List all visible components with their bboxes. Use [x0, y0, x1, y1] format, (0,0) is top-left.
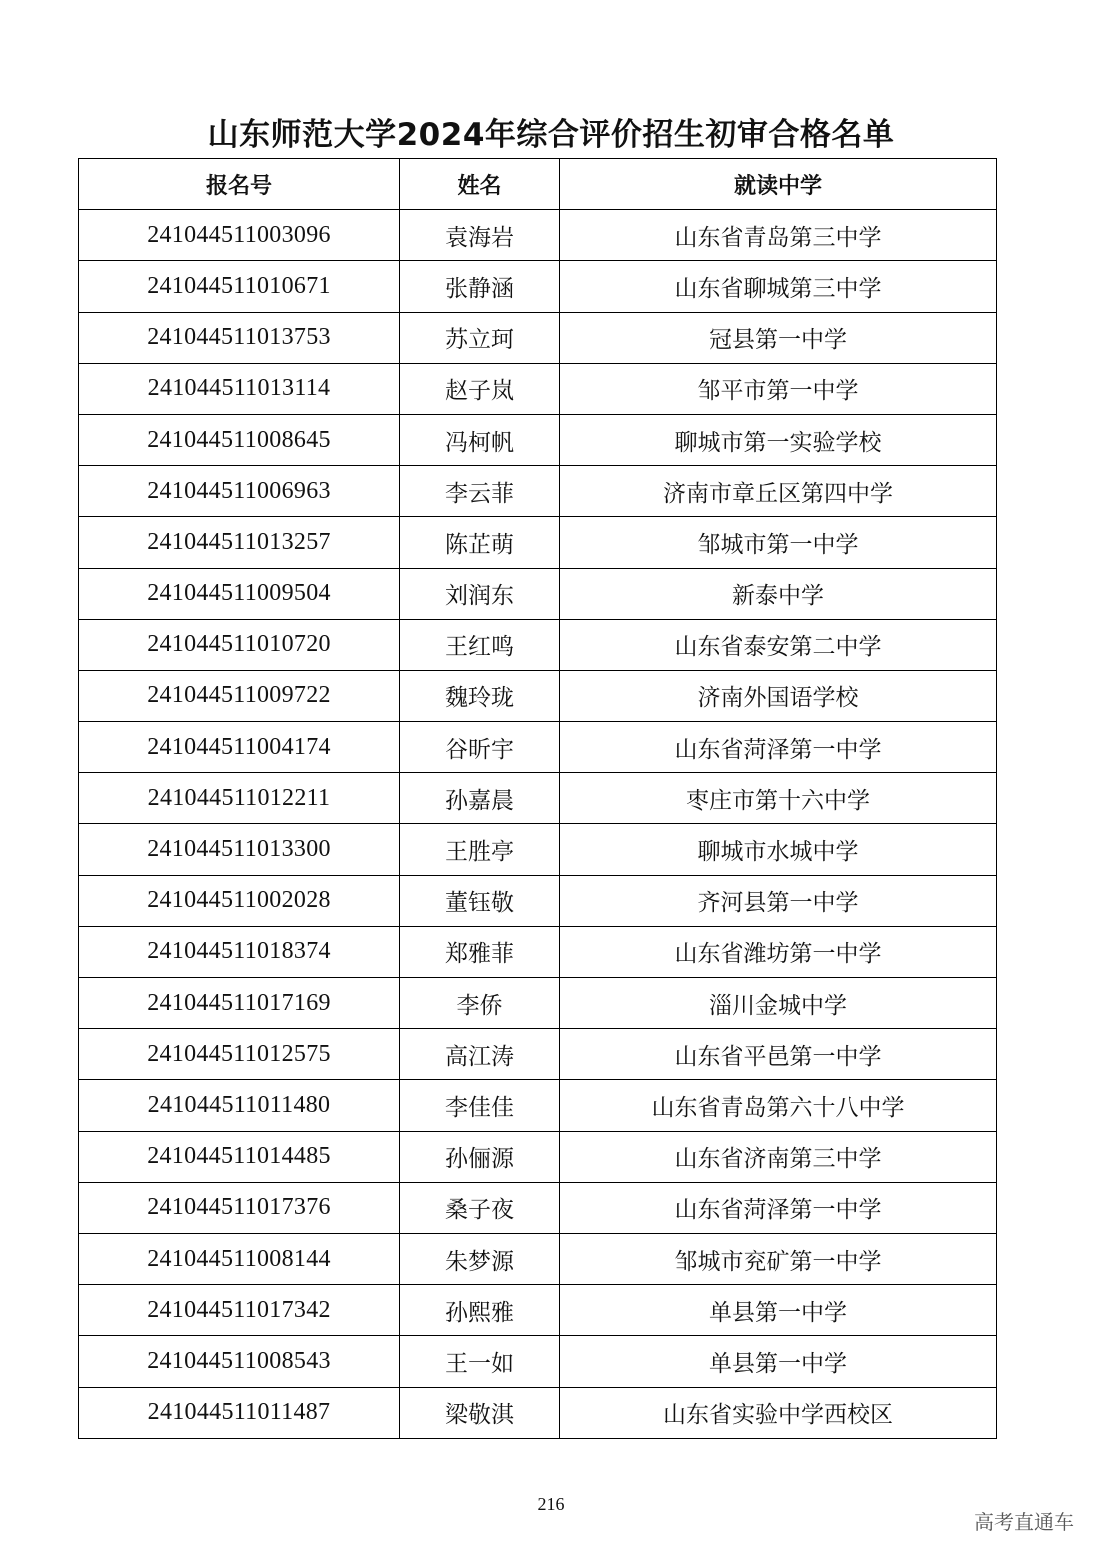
school-cell: 济南外国语学校	[560, 670, 997, 721]
school-cell: 枣庄市第十六中学	[560, 773, 997, 824]
table-row	[79, 517, 997, 568]
student-name-cell: 高江涛	[400, 1029, 560, 1080]
admission-list-table	[78, 158, 997, 1439]
table-row	[79, 926, 997, 977]
school-cell: 山东省青岛第三中学	[560, 210, 997, 261]
student-name-cell: 张静涵	[400, 261, 560, 312]
student-name-cell: 李佳佳	[400, 1080, 560, 1131]
table-row	[79, 875, 997, 926]
school-cell: 山东省聊城第三中学	[560, 261, 997, 312]
registration-number-cell: 241044511012575	[79, 1029, 400, 1080]
table-header-row	[79, 159, 997, 210]
student-name-cell: 苏立珂	[400, 312, 560, 363]
watermark: 高考直通车	[974, 1510, 1074, 1534]
registration-number-cell: 241044511008645	[79, 414, 400, 465]
student-name-cell: 李侨	[400, 978, 560, 1029]
student-name-cell: 孙俪源	[400, 1131, 560, 1182]
table-row	[79, 1285, 997, 1336]
registration-number-cell: 241044511017342	[79, 1285, 400, 1336]
registration-number-cell: 241044511018374	[79, 926, 400, 977]
school-cell: 单县第一中学	[560, 1336, 997, 1387]
table-row	[79, 1233, 997, 1284]
student-name-cell: 董钰敬	[400, 875, 560, 926]
registration-number-cell: 241044511011480	[79, 1080, 400, 1131]
table-row	[79, 210, 997, 261]
table-row	[79, 1387, 997, 1438]
table-row	[79, 619, 997, 670]
school-cell: 淄川金城中学	[560, 978, 997, 1029]
document-title: 山东师范大学2024年综合评价招生初审合格名单	[207, 117, 895, 153]
registration-number-cell: 241044511008543	[79, 1336, 400, 1387]
table-row	[79, 466, 997, 517]
registration-number-cell: 241044511012211	[79, 773, 400, 824]
student-name-cell: 孙熙雅	[400, 1285, 560, 1336]
school-cell: 山东省菏泽第一中学	[560, 1182, 997, 1233]
school-cell: 齐河县第一中学	[560, 875, 997, 926]
school-cell: 山东省泰安第二中学	[560, 619, 997, 670]
table-row	[79, 414, 997, 465]
page-number: 216	[537, 1494, 565, 1514]
school-cell: 山东省平邑第一中学	[560, 1029, 997, 1080]
registration-number-cell: 241044511004174	[79, 722, 400, 773]
registration-number-cell: 241044511013114	[79, 363, 400, 414]
school-cell: 新泰中学	[560, 568, 997, 619]
registration-number-cell: 241044511009722	[79, 670, 400, 721]
header-school: 就读中学	[560, 159, 997, 210]
table-row	[79, 1336, 997, 1387]
student-name-cell: 魏玲珑	[400, 670, 560, 721]
student-name-cell: 陈芷萌	[400, 517, 560, 568]
school-cell: 邹平市第一中学	[560, 363, 997, 414]
registration-number-cell: 241044511010720	[79, 619, 400, 670]
registration-number-cell: 241044511013257	[79, 517, 400, 568]
school-cell: 山东省潍坊第一中学	[560, 926, 997, 977]
registration-number-cell: 241044511017376	[79, 1182, 400, 1233]
student-name-cell: 孙嘉晨	[400, 773, 560, 824]
registration-number-cell: 241044511002028	[79, 875, 400, 926]
table-row	[79, 670, 997, 721]
registration-number-cell: 241044511009504	[79, 568, 400, 619]
student-name-cell: 王一如	[400, 1336, 560, 1387]
school-cell: 聊城市第一实验学校	[560, 414, 997, 465]
registration-number-cell: 241044511008144	[79, 1233, 400, 1284]
table-row	[79, 261, 997, 312]
school-cell: 邹城市第一中学	[560, 517, 997, 568]
student-name-cell: 袁海岩	[400, 210, 560, 261]
registration-number-cell: 241044511006963	[79, 466, 400, 517]
student-name-cell: 王红鸣	[400, 619, 560, 670]
student-name-cell: 王胜亭	[400, 824, 560, 875]
registration-number-cell: 241044511003096	[79, 210, 400, 261]
registration-number-cell: 241044511011487	[79, 1387, 400, 1438]
registration-number-cell: 241044511013300	[79, 824, 400, 875]
student-name-cell: 赵子岚	[400, 363, 560, 414]
student-name-cell: 冯柯帆	[400, 414, 560, 465]
header-registration-number: 报名号	[79, 159, 400, 210]
school-cell: 山东省济南第三中学	[560, 1131, 997, 1182]
table-row	[79, 978, 997, 1029]
school-cell: 单县第一中学	[560, 1285, 997, 1336]
student-name-cell: 郑雅菲	[400, 926, 560, 977]
registration-number-cell: 241044511014485	[79, 1131, 400, 1182]
table-row	[79, 773, 997, 824]
student-name-cell: 桑子夜	[400, 1182, 560, 1233]
table-row	[79, 1131, 997, 1182]
registration-number-cell: 241044511017169	[79, 978, 400, 1029]
table-row	[79, 824, 997, 875]
school-cell: 冠县第一中学	[560, 312, 997, 363]
student-name-cell: 朱梦源	[400, 1233, 560, 1284]
school-cell: 济南市章丘区第四中学	[560, 466, 997, 517]
student-name-cell: 刘润东	[400, 568, 560, 619]
registration-number-cell: 241044511010671	[79, 261, 400, 312]
student-name-cell: 梁敬淇	[400, 1387, 560, 1438]
school-cell: 聊城市水城中学	[560, 824, 997, 875]
table-row	[79, 312, 997, 363]
table-row	[79, 363, 997, 414]
header-name: 姓名	[400, 159, 560, 210]
registration-number-cell: 241044511013753	[79, 312, 400, 363]
school-cell: 山东省菏泽第一中学	[560, 722, 997, 773]
school-cell: 邹城市兖矿第一中学	[560, 1233, 997, 1284]
student-name-cell: 谷昕宇	[400, 722, 560, 773]
table-row	[79, 568, 997, 619]
school-cell: 山东省实验中学西校区	[560, 1387, 997, 1438]
student-name-cell: 李云菲	[400, 466, 560, 517]
table-row	[79, 1182, 997, 1233]
table-row	[79, 1080, 997, 1131]
school-cell: 山东省青岛第六十八中学	[560, 1080, 997, 1131]
table-row	[79, 722, 997, 773]
table-row	[79, 1029, 997, 1080]
